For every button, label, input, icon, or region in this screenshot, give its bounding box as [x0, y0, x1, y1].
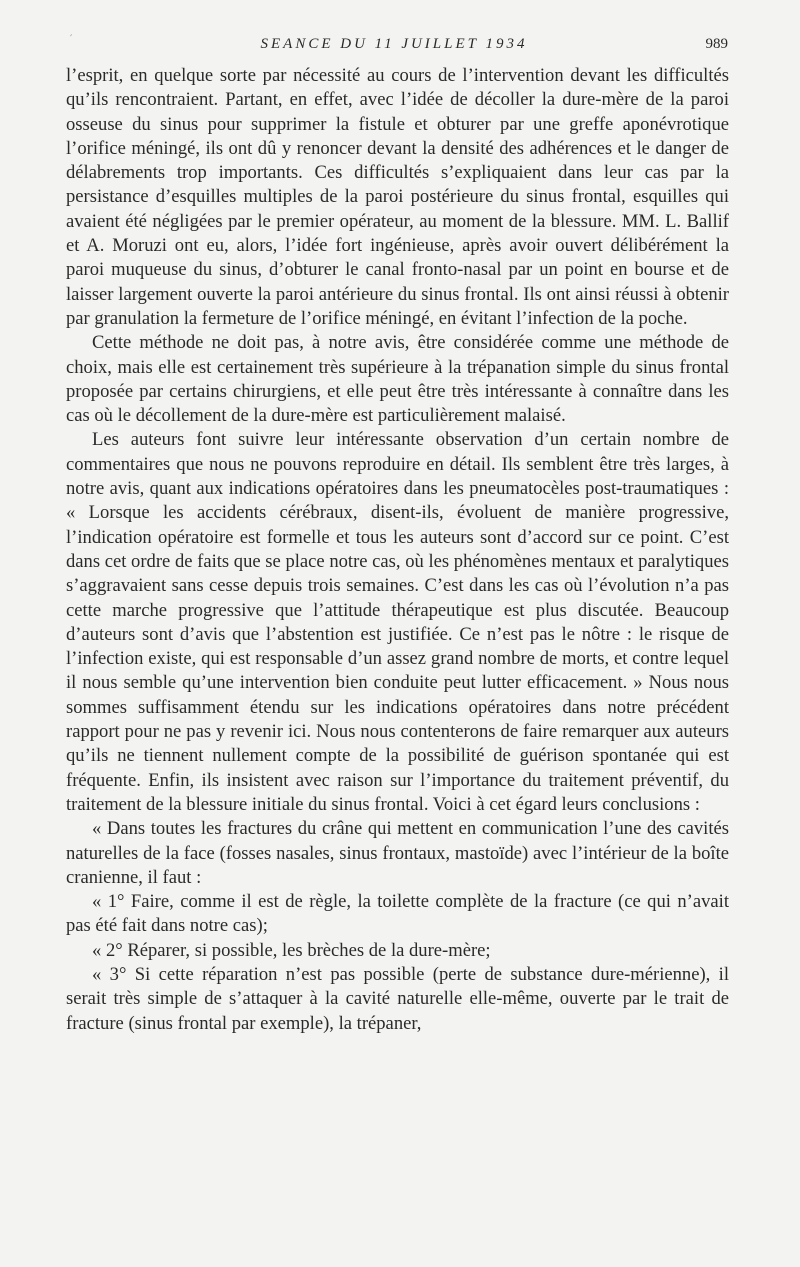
paragraph: l’esprit, en quelque sorte par nécessité au cours de l’intervention devant les difficultés qu’ils rencontraient. Partant, en effet, avec l’idée de décoller la dure-mère de la paroi osseuse du sinus pour supprimer la fistule et obturer par une greffe aponévrotique l’orifice méningé, ils ont dû y renoncer devant la densité des adhérences et le danger de délabrements trop importants. Ces difficultés s’expliquaient dans leur cas par la persistance d’esquilles multiples de la paroi postérieure du sinus frontal, esquilles qui avaient été négligées par le premier opérateur, au moment de la blessure. MM. L. Ballif et A. Moruzi ont eu, alors, l’idée fort ingénieuse, après avoir ouvert délibérément la paroi muqueuse du sinus, d’obturer le canal fronto-nasal par un point en bourse et de laisser largement ouverte la paroi antérieure du sinus frontal. Ils ont ainsi réussi à obtenir par granulation la fermeture de l’orifice méningé, en évitant l’infection de la poche. — [66, 65, 729, 329]
print-mark: ′ — [70, 34, 73, 45]
quote-list-item: « 3° Si cette réparation n’est pas possible (perte de substance dure-mérienne), il serait très simple de s’attaquer à la cavité naturelle elle-même, ouverte par le trait de fracture (sinus frontal par exemple), la trépaner, — [66, 963, 729, 1034]
body-text — [66, 64, 729, 1036]
running-title: SEANCE DU 11 JUILLET 1934 — [260, 36, 528, 52]
page-number: 989 — [705, 36, 728, 52]
paragraph: Cette méthode ne doit pas, à notre avis, être considérée comme une méthode de choix, mais elle est certainement très supérieure à la trépanation simple du sinus frontal proposée par certains chirurgiens, et elle peut être très intéressante à connaître dans les cas où le décollement de la dure-mère est particulièrement malaisé. — [66, 332, 729, 427]
page-header — [60, 36, 728, 60]
quote-paragraph: « Dans toutes les fractures du crâne qui mettent en communication l’une des cavités naturelles de la face (fosses nasales, sinus frontaux, mastoïde) avec l’intérieur de la boîte cranienne, il faut : — [66, 818, 729, 888]
quote-list-item: « 1° Faire, comme il est de règle, la toilette complète de la fracture (ce qui n’avait pas été fait dans notre cas); — [66, 891, 729, 937]
quote-list-item: « 2° Réparer, si possible, les brèches de la dure-mère; — [92, 939, 491, 961]
paragraph: Les auteurs font suivre leur intéressante observation d’un certain nombre de commentaires que nous ne pouvons reproduire en détail. Ils semblent être très larges, à notre avis, quant aux indications opératoires dans les pneumatocèles post-traumatiques : « Lorsque les accidents cérébraux, disent-ils, évoluent de manière progressive, l’indication opératoire est formelle et tous les auteurs sont d’accord sur ce point. C’est dans cet ordre de faits que se place notre cas, où les phénomènes mentaux et paralytiques s’aggravaient sans cesse depuis trois semaines. C’est dans les cas où l’évolution n’a pas cette marche progressive que l’attitude thérapeutique est plus discutée. Beaucoup d’auteurs sont d’avis que l’abstention est justifiée. Ce n’est pas le nôtre : le risque de l’infection existe, qui est responsable d’un assez grand nombre de morts, et contre lequel il nous semble qu’une intervention bien conduite peut lutter efficacement. » Nous nous sommes suffisamment étendu sur les indications opératoires dans notre précédent rapport pour ne pas y revenir ici. Nous nous contenterons de faire remarquer aux auteurs qu’ils ne tiennent nullement compte de la possibilité de guérison spontanée qui est fréquente. Enfin, ils insistent avec raison sur l’importance du traitement préventif, du traitement de la blessure initiale du sinus frontal. Voici à cet égard leurs conclusions : — [66, 429, 729, 815]
